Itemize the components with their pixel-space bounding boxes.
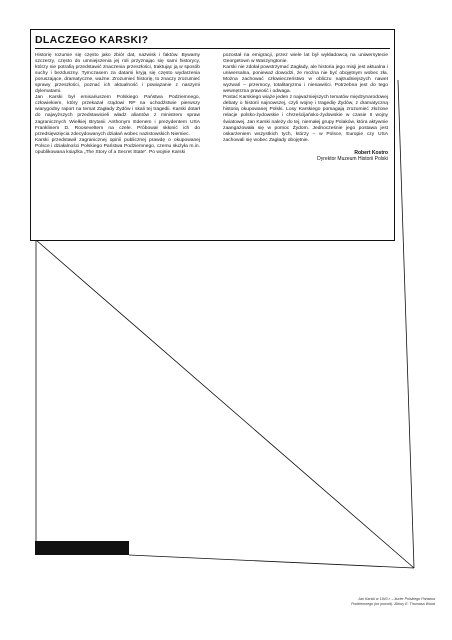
article-heading: DLACZEGO KARSKI? <box>35 34 149 46</box>
right-paragraph-1: pozostał na emigracji, przez wiele lat był wykładowcą na uniwersytecie Georgetown w Waszyngtonie. <box>223 53 388 65</box>
caption-line-2: Podziemnego (on powrót). Zbiory E. Thomasa Wood <box>351 602 435 606</box>
photo-caption <box>330 597 435 607</box>
article-box <box>30 29 395 241</box>
right-column <box>223 53 388 163</box>
heading-rule <box>35 48 390 49</box>
caption-line-1: Jan Karski w 1943 r. – kurier Polskiego Państwa <box>358 597 435 601</box>
right-paragraph-3: Postać Karskiego wiąże jeden z najważniejszych tematów międzynarodowej debaty o historii najnowszej, czyli wojnę i tragedię Żydów, z dramatyczną historią okupowanej Polski. Losy Karskiego pomagają zrozumieć złożone relacje polsko-żydowskie i chrześcijańsko-żydowskie w czasie II wojny światowej. Jan Karski należy do tej, niemałej grupy Polaków, która aktywnie zaangażowała się w pomoc Żydom. Jednocześnie jego postawa jest oskarżeniem wszystkich tych, którzy – w Polsce, Europie czy USA zachowali się wobec Zagłady obojętnie. <box>223 95 389 143</box>
bottom-line <box>129 555 414 568</box>
black-bar <box>35 541 129 555</box>
left-paragraph-2: Jan Karski był emisariuszem Polskiego Państwa Podziemnego, człowiekiem, który przekazał rządowi RP na uchodźstwie pierwszy wiarygodny raport na temat Zagłady Żydów i skali tej tragedii. Karski dotarł do najwyższych przedstawicieli władz aliantów z ministrem spraw zagranicznych Wielkiej Brytanii Anthonym Edenem i prezydentem USA Franklinem D. Rooseveltem na czele. Próbował skłonić ich do przedsięwzięcia zdecydowanych działań wobec nazistowskich Niemiec. <box>35 95 200 137</box>
signature <box>223 150 388 163</box>
signature-name: Robert Kostro <box>354 149 388 156</box>
right-paragraph-2: Karski nie zdołał powstrzymać Zagłady, ale historia jego misji jest aktualna i uniwersalna, ponieważ dowodzi, że można nie być obojętnym wobec zła. Można zachować człowieczeństwo w obliczu najtrudniejszych nawet wyzwań – przemocy, totalitaryzmu i nienawiści. Potrzebna jest do tego wewnętrzna prawość i odwaga. <box>223 65 388 95</box>
diagonal-line-left <box>36 240 414 568</box>
left-column <box>35 53 200 156</box>
left-paragraph-1: Historię rozumie się często jako zbiór dat, nazwisk i faktów. Bywamy szczerzy, często do umniejszenia jej roli przyznając się sami historycy, którzy nie potrafią przedstawić znaczenia przeszłości, traktując ją w sposób suchy i bezduszny. Tymczasem za datami kryją się często wydarzenia poruszające, dramatyczne, ważne. Zrozumieć historię, to znaczy zrozumieć sprawy przeszłości, poznać ich aktualność i powiązanie z naszymi dylematami. <box>35 53 200 95</box>
signature-title: Dyrektor Muzeum Historii Polski <box>317 156 388 163</box>
diagonal-line-right <box>398 80 414 568</box>
left-paragraph-3: Karski przedstawił zagranicznej opinii publicznej prawdę o okupowanej Polsce i działalności Polskiego Państwa Podziemnego, czemu służyła m.in. opublikowana książka „The Story of a Secret State". Po wojnie Karski <box>35 137 200 155</box>
